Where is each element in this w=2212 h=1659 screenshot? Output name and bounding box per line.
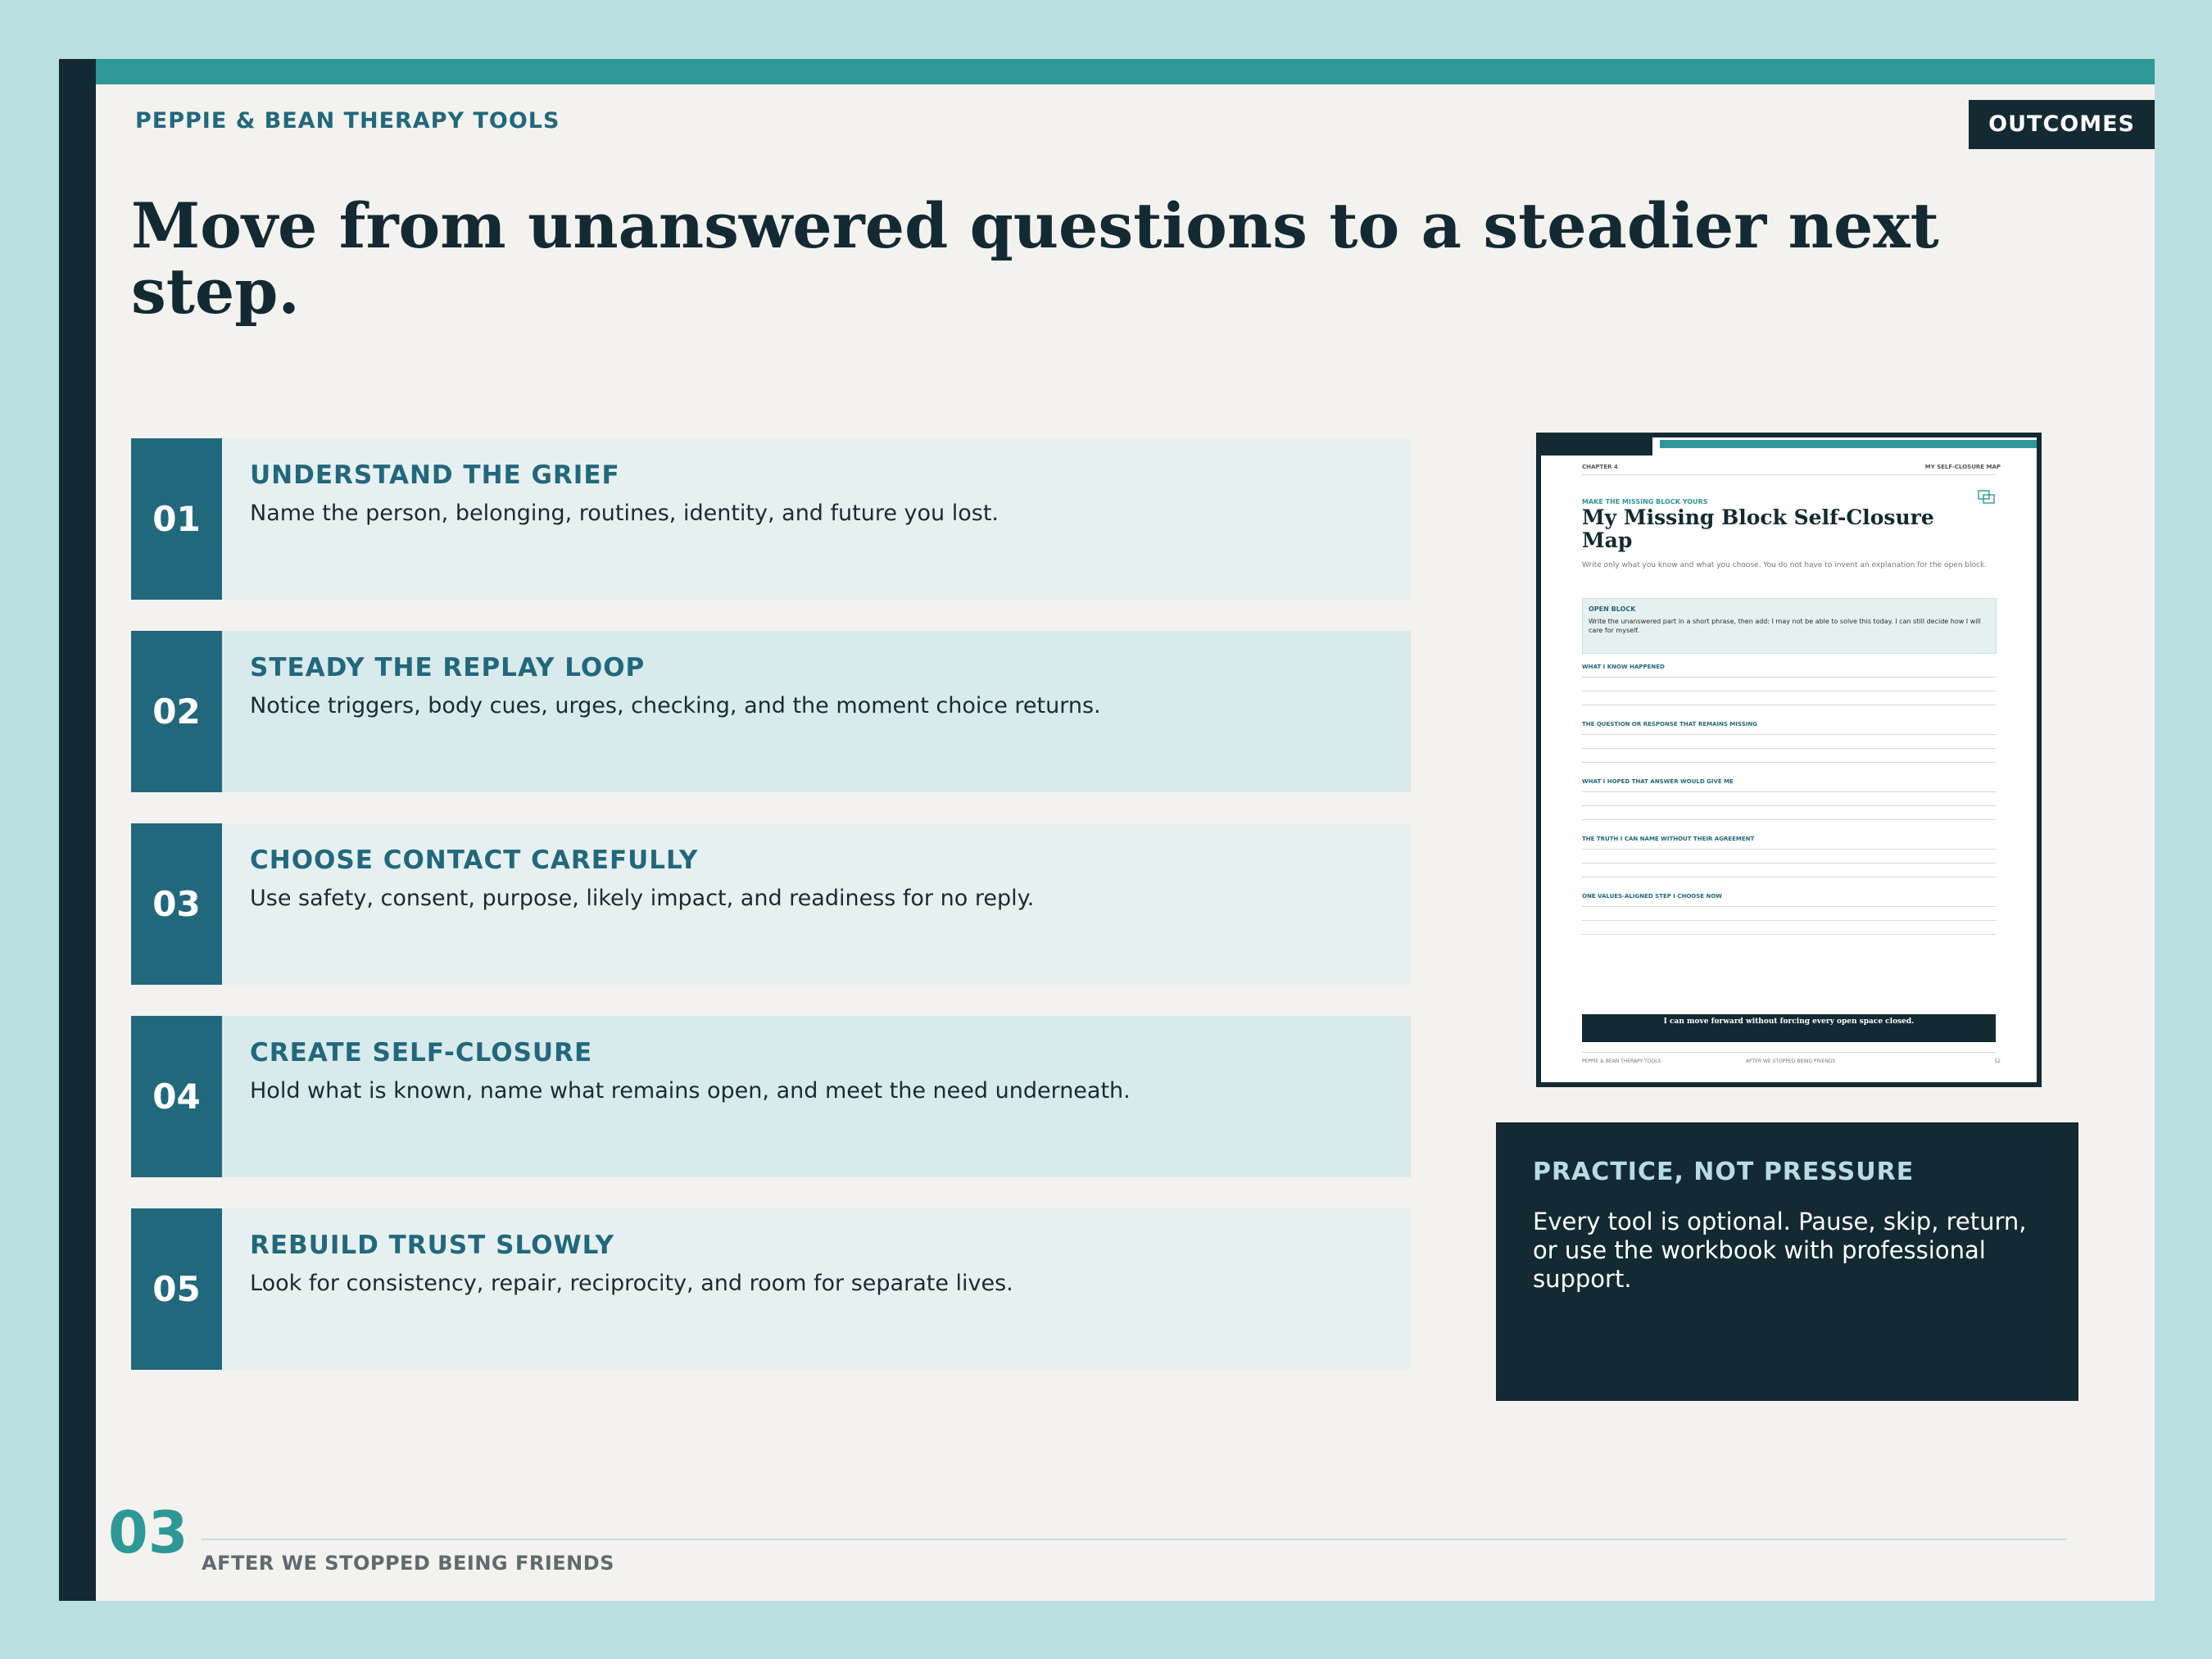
worksheet-field-label: WHAT I KNOW HAPPENED xyxy=(1582,664,1665,670)
worksheet-section: MY SELF-CLOSURE MAP xyxy=(1924,464,2001,470)
open-block-label: OPEN BLOCK xyxy=(1589,605,1636,613)
worksheet-field-label: ONE VALUES-ALIGNED STEP I CHOOSE NOW xyxy=(1582,893,1723,900)
step-title: CREATE SELF-CLOSURE xyxy=(250,1038,593,1067)
worksheet-footer-page: 52 xyxy=(1994,1058,2001,1064)
step-card xyxy=(131,631,1411,792)
write-line xyxy=(1582,906,1996,907)
step-number: 03 xyxy=(131,823,222,985)
step-description: Use safety, consent, purpose, likely impact, and readiness for no reply. xyxy=(250,886,1035,911)
step-card xyxy=(131,823,1411,985)
brand-label: PEPPIE & BEAN THERAPY TOOLS xyxy=(135,108,560,134)
write-line xyxy=(1582,748,1996,749)
page-number: 03 xyxy=(108,1499,188,1566)
step-card xyxy=(131,1016,1411,1177)
worksheet-field-label: THE QUESTION OR RESPONSE THAT REMAINS MISSING xyxy=(1582,721,1757,728)
footer-divider xyxy=(202,1539,2066,1540)
step-description: Notice triggers, body cues, urges, checking, and the moment choice returns. xyxy=(250,693,1101,718)
step-title: UNDERSTAND THE GRIEF xyxy=(250,460,620,490)
step-description: Look for consistency, repair, reciprocity, and room for separate lives. xyxy=(250,1271,1013,1296)
write-line xyxy=(1582,819,1996,820)
worksheet-chapter: CHAPTER 4 xyxy=(1582,464,1618,470)
callout-body: Every tool is optional. Pause, skip, return, or use the workbook with professional support. xyxy=(1533,1208,2027,1293)
left-accent-bar xyxy=(59,59,96,1601)
top-accent-bar xyxy=(96,59,2155,84)
open-block-text: Write the unanswered part in a short phrase, then add: I may not be able to solve this today. I can still decide how I will care for myself. xyxy=(1589,618,1981,634)
step-title: REBUILD TRUST SLOWLY xyxy=(250,1231,615,1260)
step-number: 01 xyxy=(131,438,222,600)
step-title: CHOOSE CONTACT CAREFULLY xyxy=(250,845,699,875)
write-line xyxy=(1582,920,1996,921)
write-line xyxy=(1582,849,1996,850)
worksheet-field-label: WHAT I HOPED THAT ANSWER WOULD GIVE ME xyxy=(1582,778,1734,785)
step-title: STEADY THE REPLAY LOOP xyxy=(250,653,646,682)
outcomes-tag: OUTCOMES xyxy=(1969,100,2155,149)
page-headline: Move from unanswered questions to a steadier next step. xyxy=(131,189,1939,328)
step-card xyxy=(131,438,1411,600)
footer-book-title: AFTER WE STOPPED BEING FRIENDS xyxy=(202,1552,614,1575)
step-number: 05 xyxy=(131,1208,222,1370)
worksheet-footer-title: AFTER WE STOPPED BEING FRIENDS xyxy=(1746,1058,1836,1064)
slide xyxy=(59,59,2155,1601)
write-line xyxy=(1582,934,1996,935)
speech-bubbles-icon xyxy=(1978,490,1996,505)
write-line xyxy=(1582,791,1996,792)
write-line xyxy=(1582,805,1996,806)
step-number: 04 xyxy=(131,1016,222,1177)
worksheet-footer-brand: PEPPIE & BEAN THERAPY TOOLS xyxy=(1582,1058,1661,1064)
write-line xyxy=(1582,734,1996,735)
step-description: Name the person, belonging, routines, identity, and future you lost. xyxy=(250,501,999,526)
worksheet-closing-banner: I can move forward without forcing every open space closed. xyxy=(1582,1014,1996,1042)
worksheet-preview xyxy=(1536,433,2042,1087)
practice-callout xyxy=(1496,1122,2078,1401)
callout-title: PRACTICE, NOT PRESSURE xyxy=(1533,1158,1915,1186)
worksheet-header-block xyxy=(1541,437,1652,456)
step-number: 02 xyxy=(131,631,222,792)
open-block-box xyxy=(1582,598,1997,654)
worksheet-field-label: THE TRUTH I CAN NAME WITHOUT THEIR AGREEMENT xyxy=(1582,836,1755,842)
divider xyxy=(1582,1052,1996,1053)
write-line xyxy=(1582,762,1996,763)
step-card xyxy=(131,1208,1411,1370)
worksheet-kicker: MAKE THE MISSING BLOCK YOURS xyxy=(1582,498,1708,505)
divider xyxy=(1582,474,1996,475)
write-line xyxy=(1582,677,1996,678)
worksheet-header-stripe xyxy=(1660,440,2037,448)
worksheet-title: My Missing Block Self-Closure Map xyxy=(1582,505,1934,552)
worksheet-intro: Write only what you know and what you choose. You do not have to invent an explanation for the open block. xyxy=(1582,561,1988,569)
step-description: Hold what is known, name what remains open, and meet the need underneath. xyxy=(250,1078,1131,1104)
